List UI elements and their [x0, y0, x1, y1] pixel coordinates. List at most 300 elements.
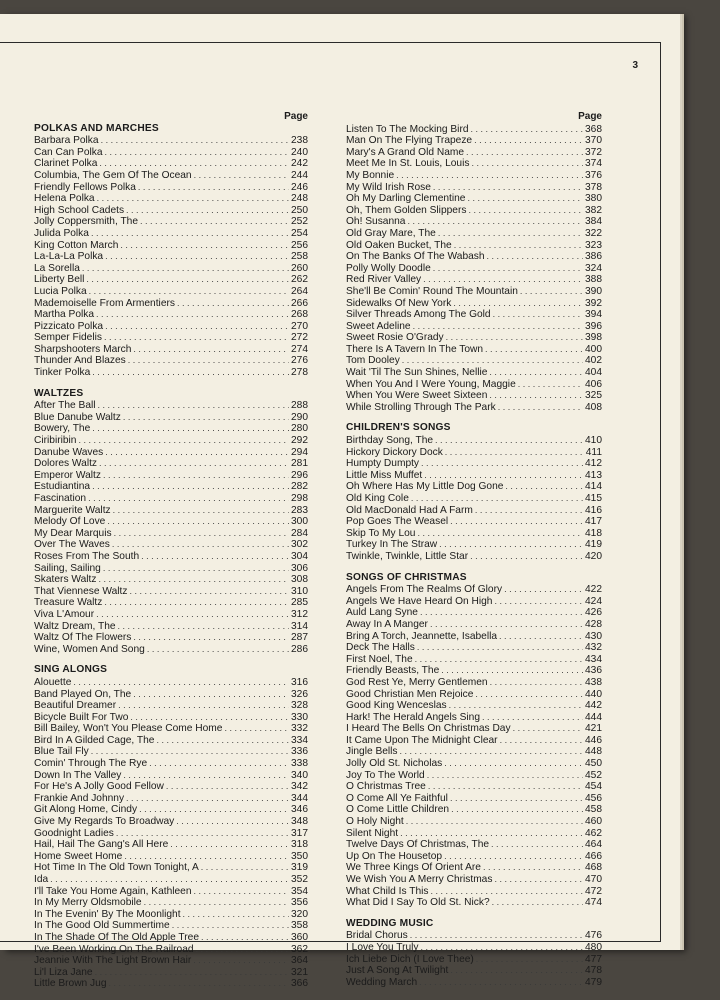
song-page-number: 368	[585, 123, 602, 135]
contents-entry	[34, 263, 308, 275]
contents-entry	[34, 644, 308, 656]
song-page-number: 296	[291, 469, 308, 481]
song-page-number: 396	[585, 320, 602, 332]
dot-leader	[433, 182, 583, 193]
contents-entry	[34, 955, 308, 967]
dot-leader	[450, 793, 583, 804]
contents-entry	[34, 470, 308, 482]
dot-leader	[113, 505, 289, 516]
song-title: Barbara Polka	[34, 135, 99, 147]
dot-leader	[445, 447, 584, 458]
song-page-number: 324	[585, 262, 602, 274]
song-page-number: 477	[585, 953, 602, 965]
contents-entry	[346, 402, 602, 414]
contents-entry	[346, 851, 602, 863]
contents-left-column	[34, 112, 308, 1000]
song-page-number: 320	[291, 908, 308, 920]
song-page-number: 480	[585, 941, 602, 953]
song-page-number: 468	[585, 862, 602, 874]
contents-entry	[34, 862, 308, 874]
song-title: Silver Threads Among The Gold	[346, 309, 491, 321]
dot-leader	[129, 586, 289, 597]
contents-entry	[346, 182, 602, 194]
contents-entry	[346, 654, 602, 666]
contents-entry	[34, 851, 308, 863]
contents-entry	[346, 874, 602, 886]
song-title: I've Been Working On The Railroad	[34, 943, 194, 955]
dot-leader	[92, 481, 289, 492]
song-title: Treasure Waltz	[34, 597, 103, 609]
song-title: Li'l Liza Jane	[34, 966, 93, 978]
contents-entry	[346, 216, 602, 228]
song-page-number: 464	[585, 839, 602, 851]
song-title: Semper Fidelis	[34, 332, 102, 344]
song-title: Blue Danube Waltz	[34, 411, 121, 423]
song-page-number: 317	[291, 827, 308, 839]
song-page-number: 240	[291, 146, 308, 158]
contents-entry	[346, 298, 602, 310]
contents-section	[34, 389, 308, 656]
song-title: Sidewalks Of New York	[346, 297, 452, 309]
song-title: Over The Waves	[34, 539, 110, 551]
song-title: Polly Wolly Doodle	[346, 262, 431, 274]
song-page-number: 252	[291, 216, 308, 228]
song-page-number: 332	[291, 723, 308, 735]
song-title: Oh Where Has My Little Dog Gone	[346, 481, 504, 493]
dot-leader	[138, 182, 289, 193]
song-title: Jeannie With The Light Brown Hair	[34, 955, 192, 967]
contents-entry	[346, 642, 602, 654]
contents-entry	[34, 251, 308, 263]
contents-entry	[34, 874, 308, 886]
song-page-number: 362	[291, 943, 308, 955]
song-title: Ida	[34, 874, 49, 885]
dot-leader	[95, 967, 289, 978]
contents-entry	[34, 400, 308, 412]
song-title: She'll Be Comin' Round The Mountain	[346, 285, 518, 297]
contents-entry	[346, 493, 602, 505]
song-page-number: 408	[585, 401, 602, 413]
dot-leader	[170, 839, 289, 850]
song-title: O Come Little Children	[346, 804, 450, 816]
song-page-number: 319	[291, 862, 308, 874]
song-page-number: 374	[585, 158, 602, 170]
contents-entry	[34, 723, 308, 735]
contents-section	[346, 423, 602, 562]
dot-leader	[470, 551, 583, 562]
dot-leader	[427, 770, 583, 781]
song-page-number: 278	[291, 367, 308, 379]
song-title: When You And I Were Young, Maggie	[346, 378, 516, 390]
song-page-number: 462	[585, 827, 602, 839]
song-page-number: 342	[291, 781, 308, 793]
song-title: Twinkle, Twinkle, Little Star	[346, 550, 469, 562]
contents-entry	[34, 586, 308, 598]
song-page-number: 272	[291, 332, 308, 344]
song-title: Emperor Waltz	[34, 469, 101, 481]
contents-entry	[34, 563, 308, 575]
song-page-number: 398	[585, 332, 602, 344]
contents-entry	[34, 298, 308, 310]
dot-leader	[196, 944, 289, 955]
contents-entry	[34, 355, 308, 367]
song-page-number: 270	[291, 320, 308, 332]
dot-leader	[123, 412, 289, 423]
dot-leader	[450, 516, 583, 527]
contents-entry	[346, 793, 602, 805]
song-title: On The Banks Of The Wabash	[346, 251, 485, 263]
song-title: Columbia, The Gem Of The Ocean	[34, 169, 192, 181]
song-title: Friendly Fellows Polka	[34, 181, 136, 193]
dot-leader	[489, 367, 583, 378]
song-title: God Rest Ye, Merry Gentlemen	[346, 676, 488, 688]
dot-leader	[444, 851, 583, 862]
song-title: Danube Waves	[34, 446, 104, 458]
song-page-number: 394	[585, 309, 602, 321]
dot-leader	[513, 723, 583, 734]
song-title: My Wild Irish Rose	[346, 181, 431, 193]
contents-entry	[34, 551, 308, 563]
contents-entry	[346, 379, 602, 391]
contents-entry	[34, 321, 308, 333]
song-title: Goodnight Ladies	[34, 827, 114, 839]
dot-leader	[78, 435, 289, 446]
song-title: Bowery, The	[34, 423, 91, 435]
song-page-number: 415	[585, 493, 602, 504]
song-page-number: 419	[585, 539, 602, 551]
contents-entry	[34, 700, 308, 712]
song-page-number: 388	[585, 274, 602, 286]
song-page-number: 376	[585, 169, 602, 181]
contents-entry	[34, 286, 308, 298]
song-page-number: 326	[291, 688, 308, 700]
dot-leader	[123, 770, 289, 781]
song-title: Marguerite Waltz	[34, 504, 111, 516]
dot-leader	[166, 781, 289, 792]
song-title: Ciribiribin	[34, 435, 77, 447]
song-title: Jolly Old St. Nicholas	[346, 758, 443, 770]
contents-entry	[346, 447, 602, 459]
song-page-number: 304	[291, 550, 308, 562]
song-title: Old Oaken Bucket, The	[346, 239, 452, 251]
contents-entry	[346, 274, 602, 286]
contents-entry	[34, 458, 308, 470]
song-title: Meet Me In St. Louis, Louis	[346, 158, 470, 170]
song-title: Julida Polka	[34, 227, 89, 239]
dot-leader	[476, 954, 583, 965]
contents-entry	[34, 367, 308, 379]
dot-leader	[430, 619, 583, 630]
contents-entry	[346, 263, 602, 275]
dot-leader	[133, 344, 289, 355]
dot-leader	[108, 978, 289, 989]
contents-entry	[346, 735, 602, 747]
dot-leader	[449, 700, 583, 711]
contents-entry	[346, 528, 602, 540]
song-title: Git Along Home, Cindy	[34, 804, 138, 816]
contents-entry	[34, 944, 308, 956]
dot-leader	[114, 528, 289, 539]
song-page-number: 268	[291, 309, 308, 321]
dot-leader	[141, 551, 289, 562]
song-page-number: 390	[585, 285, 602, 297]
dot-leader	[518, 379, 583, 390]
contents-entry	[346, 596, 602, 608]
contents-entry	[346, 930, 602, 942]
contents-entry	[346, 458, 602, 470]
dot-leader	[172, 920, 289, 931]
song-title: O Christmas Tree	[346, 781, 426, 793]
song-page-number: 334	[291, 734, 308, 746]
song-title: Estudiantina	[34, 481, 91, 493]
song-page-number: 414	[585, 481, 602, 493]
song-page-number: 262	[291, 274, 308, 286]
dot-leader	[471, 124, 583, 135]
dot-leader	[104, 332, 289, 343]
dot-leader	[104, 597, 289, 608]
song-title: After The Ball	[34, 400, 96, 412]
contents-entry	[34, 493, 308, 505]
song-page-number: 472	[585, 885, 602, 897]
song-title: I Heard The Bells On Christmas Day	[346, 723, 511, 735]
contents-entry	[346, 977, 602, 989]
song-page-number: 366	[291, 978, 308, 990]
dot-leader	[446, 332, 583, 343]
contents-entry	[34, 712, 308, 724]
dot-leader	[50, 874, 289, 885]
song-page-number: 276	[291, 355, 308, 367]
contents-entry	[346, 607, 602, 619]
song-title: My Dear Marquis	[34, 527, 112, 539]
song-page-number: 352	[291, 874, 308, 885]
dot-leader	[140, 216, 289, 227]
dot-leader	[494, 596, 583, 607]
song-title: Deck The Halls	[346, 642, 415, 654]
song-page-number: 417	[585, 516, 602, 528]
song-title: Skip To My Lou	[346, 527, 416, 539]
song-title: Jingle Bells	[346, 746, 398, 758]
contents-entry	[346, 862, 602, 874]
song-title: Martha Polka	[34, 309, 95, 321]
contents-entry	[34, 932, 308, 944]
song-title: In The Evenin' By The Moonlight	[34, 908, 181, 920]
song-title: Friendly Beasts, The	[346, 665, 440, 677]
dot-leader	[156, 735, 289, 746]
song-page-number: 444	[585, 711, 602, 723]
dot-leader	[133, 632, 289, 643]
contents-entry	[346, 344, 602, 356]
dot-leader	[482, 712, 583, 723]
contents-entry	[346, 689, 602, 701]
song-page-number: 421	[585, 723, 602, 735]
song-page-number: 432	[585, 642, 602, 654]
song-title: O Holy Night	[346, 816, 404, 828]
song-title: In The Good Old Summertime	[34, 920, 170, 932]
contents-entry	[34, 228, 308, 240]
song-title: Oh My Darling Clementine	[346, 193, 466, 205]
dot-leader	[498, 402, 583, 413]
dot-leader	[441, 665, 583, 676]
song-page-number: 338	[291, 758, 308, 770]
dot-leader	[500, 735, 583, 746]
song-page-number: 411	[585, 446, 602, 458]
contents-entry	[34, 505, 308, 517]
song-page-number: 346	[291, 804, 308, 816]
song-title: In The Shade Of The Old Apple Tree	[34, 931, 199, 943]
contents-entry	[346, 505, 602, 517]
song-title: Angels We Have Heard On High	[346, 595, 493, 607]
contents-entry	[346, 286, 602, 298]
contents-section	[346, 573, 602, 909]
song-title: Hickory Dickory Dock	[346, 446, 443, 458]
dot-leader	[193, 955, 289, 966]
dot-leader	[444, 758, 583, 769]
contents-entry	[34, 770, 308, 782]
song-page-number: 302	[291, 539, 308, 551]
song-page-number: 294	[291, 446, 308, 458]
contents-entry	[34, 274, 308, 286]
contents-entry	[346, 886, 602, 898]
contents-entry	[34, 828, 308, 840]
song-title: Home Sweet Home	[34, 850, 123, 862]
dot-leader	[105, 251, 289, 262]
contents-entry	[34, 920, 308, 932]
song-page-number: 358	[291, 920, 308, 932]
song-page-number: 424	[585, 595, 602, 607]
song-page-number: 264	[291, 285, 308, 297]
contents-entry	[34, 609, 308, 621]
contents-entry	[34, 689, 308, 701]
song-title: Can Can Polka	[34, 146, 103, 158]
song-title: Wait 'Til The Sun Shines, Nellie	[346, 367, 488, 379]
contents-entry	[346, 135, 602, 147]
contents-entry	[346, 147, 602, 159]
song-page-number: 285	[291, 597, 308, 609]
song-page-number: 456	[585, 792, 602, 804]
dot-leader	[96, 609, 289, 620]
dot-leader	[224, 723, 289, 734]
song-page-number: 400	[585, 343, 602, 355]
contents-entry	[346, 665, 602, 677]
dot-leader	[493, 309, 583, 320]
song-title: Bill Bailey, Won't You Please Come Home	[34, 723, 223, 735]
song-title: Red River Valley	[346, 274, 422, 286]
contents-entry	[34, 816, 308, 828]
dot-leader	[400, 828, 583, 839]
contents-entry	[346, 631, 602, 643]
contents-entry	[34, 746, 308, 758]
dot-leader	[201, 932, 289, 943]
dot-leader	[407, 216, 583, 227]
song-page-number: 474	[585, 897, 602, 909]
dot-leader	[428, 781, 583, 792]
dot-leader	[105, 147, 289, 158]
contents-entry	[346, 193, 602, 205]
song-title: Old MacDonald Had A Farm	[346, 504, 473, 516]
song-title: Up On The Housetop	[346, 850, 443, 862]
contents-entry	[34, 147, 308, 159]
dot-leader	[420, 607, 583, 618]
contents-entry	[34, 205, 308, 217]
dot-leader	[92, 367, 289, 378]
song-page-number: 458	[585, 804, 602, 816]
dot-leader	[466, 147, 583, 158]
song-page-number: 452	[585, 769, 602, 781]
dot-leader	[91, 228, 289, 239]
dot-leader	[467, 193, 583, 204]
dot-leader	[128, 355, 289, 366]
contents-entry	[346, 677, 602, 689]
contents-entry	[346, 228, 602, 240]
song-title: Comin' Through The Rye	[34, 758, 148, 770]
contents-entry	[346, 516, 602, 528]
dot-leader	[474, 135, 583, 146]
contents-entry	[346, 355, 602, 367]
song-page-number: 325	[585, 390, 602, 402]
contents-entry	[34, 897, 308, 909]
contents-entry	[34, 621, 308, 633]
song-title: Away In A Manger	[346, 618, 428, 630]
song-page-number: 300	[291, 516, 308, 528]
dot-leader	[491, 839, 583, 850]
dot-leader	[124, 851, 289, 862]
song-page-number: 448	[585, 746, 602, 758]
contents-entry	[34, 435, 308, 447]
contents-entry	[346, 158, 602, 170]
contents-entry	[346, 746, 602, 758]
song-title: Frankie And Johnny	[34, 792, 125, 804]
contents-entry	[346, 124, 602, 136]
song-page-number: 280	[291, 423, 308, 435]
song-title: Good King Wenceslas	[346, 700, 447, 712]
song-title: Angels From The Realms Of Glory	[346, 584, 503, 596]
song-page-number: 413	[585, 469, 602, 481]
dot-leader	[105, 447, 289, 458]
song-title: Sweet Adeline	[346, 320, 411, 332]
contents-entry	[346, 170, 602, 182]
dot-leader	[103, 563, 289, 574]
dot-leader	[402, 355, 583, 366]
dot-leader	[417, 642, 583, 653]
dot-leader	[89, 286, 289, 297]
contents-entry	[346, 251, 602, 263]
song-title: Sailing, Sailing	[34, 562, 101, 574]
dot-leader	[439, 539, 583, 550]
song-title: Little Miss Muffet	[346, 469, 423, 481]
song-title: Skaters Waltz	[34, 574, 97, 586]
song-page-number: 416	[585, 504, 602, 516]
song-page-number: 298	[291, 493, 308, 504]
contents-entry	[34, 804, 308, 816]
dot-leader	[415, 654, 583, 665]
dot-leader	[454, 240, 583, 251]
contents-entry	[34, 967, 308, 979]
song-page-number: 470	[585, 874, 602, 885]
song-page-number: 292	[291, 435, 308, 447]
dot-leader	[520, 286, 583, 297]
song-page-number: 430	[585, 630, 602, 642]
song-page-number: 318	[291, 839, 308, 851]
song-page-number: 282	[291, 481, 308, 493]
song-page-number: 404	[585, 367, 602, 379]
song-title: Oh! Susanna	[346, 216, 406, 228]
song-page-number: 248	[291, 193, 308, 205]
song-title: Just A Song At Twilight	[346, 965, 449, 977]
song-title: Bridal Chorus	[346, 930, 408, 942]
dot-leader	[98, 574, 289, 585]
dot-leader	[450, 965, 583, 976]
song-page-number: 420	[585, 550, 602, 562]
